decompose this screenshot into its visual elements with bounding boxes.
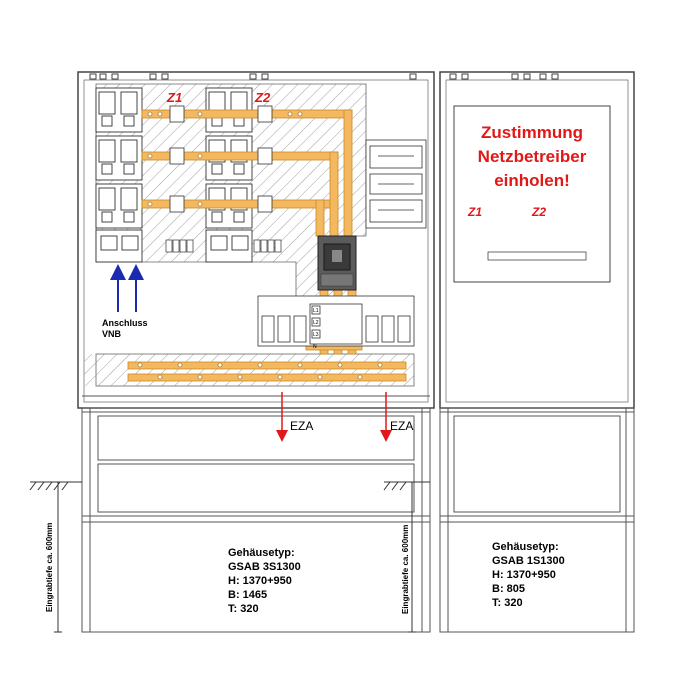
notice-line3: einholen! bbox=[494, 171, 570, 190]
zone-label-z2: Z2 bbox=[255, 90, 271, 105]
housing-spec-left bbox=[228, 547, 301, 615]
depth-label-left: Eingrabtiefe ca. 600mm bbox=[45, 522, 54, 612]
phase-label: N bbox=[313, 344, 317, 350]
right-base-frame bbox=[440, 408, 634, 632]
housing-left-type: GSAB 3S1300 bbox=[228, 561, 301, 573]
eza-label: EZA bbox=[290, 419, 314, 433]
fuse-bank-left bbox=[96, 88, 142, 262]
housing-right-type: GSAB 1S1300 bbox=[492, 555, 565, 567]
notice-z2: Z2 bbox=[532, 205, 547, 219]
housing-right-title: Gehäusetyp: bbox=[492, 541, 559, 553]
phase-label: L1 bbox=[313, 308, 319, 314]
connection-label-line1: Anschluss bbox=[102, 318, 148, 328]
lower-fuse-strip bbox=[258, 296, 414, 346]
housing-left-t: T: 320 bbox=[228, 603, 259, 615]
connection-label-line2: VNB bbox=[102, 329, 122, 339]
housing-right-h: H: 1370+950 bbox=[492, 569, 556, 581]
housing-left-h: H: 1370+950 bbox=[228, 575, 292, 587]
housing-right-t: T: 320 bbox=[492, 597, 523, 609]
phase-label: L3 bbox=[313, 332, 319, 338]
main-breaker bbox=[318, 236, 356, 290]
housing-spec-right bbox=[492, 541, 565, 609]
notice-z1: Z1 bbox=[468, 205, 483, 219]
modular-devices bbox=[366, 140, 426, 228]
housing-left-b: B: 1465 bbox=[228, 589, 268, 601]
phase-label: L2 bbox=[313, 320, 319, 326]
housing-right-b: B: 805 bbox=[492, 583, 526, 595]
eza-label: EZA bbox=[390, 419, 414, 433]
notice-line1: Zustimmung bbox=[481, 123, 583, 142]
depth-label-right: Eingrabtiefe ca. 600mm bbox=[401, 524, 410, 614]
notice-line2: Netzbetreiber bbox=[477, 147, 587, 166]
housing-left-title: Gehäusetyp: bbox=[228, 547, 295, 559]
zone-label-z1: Z1 bbox=[167, 90, 183, 105]
